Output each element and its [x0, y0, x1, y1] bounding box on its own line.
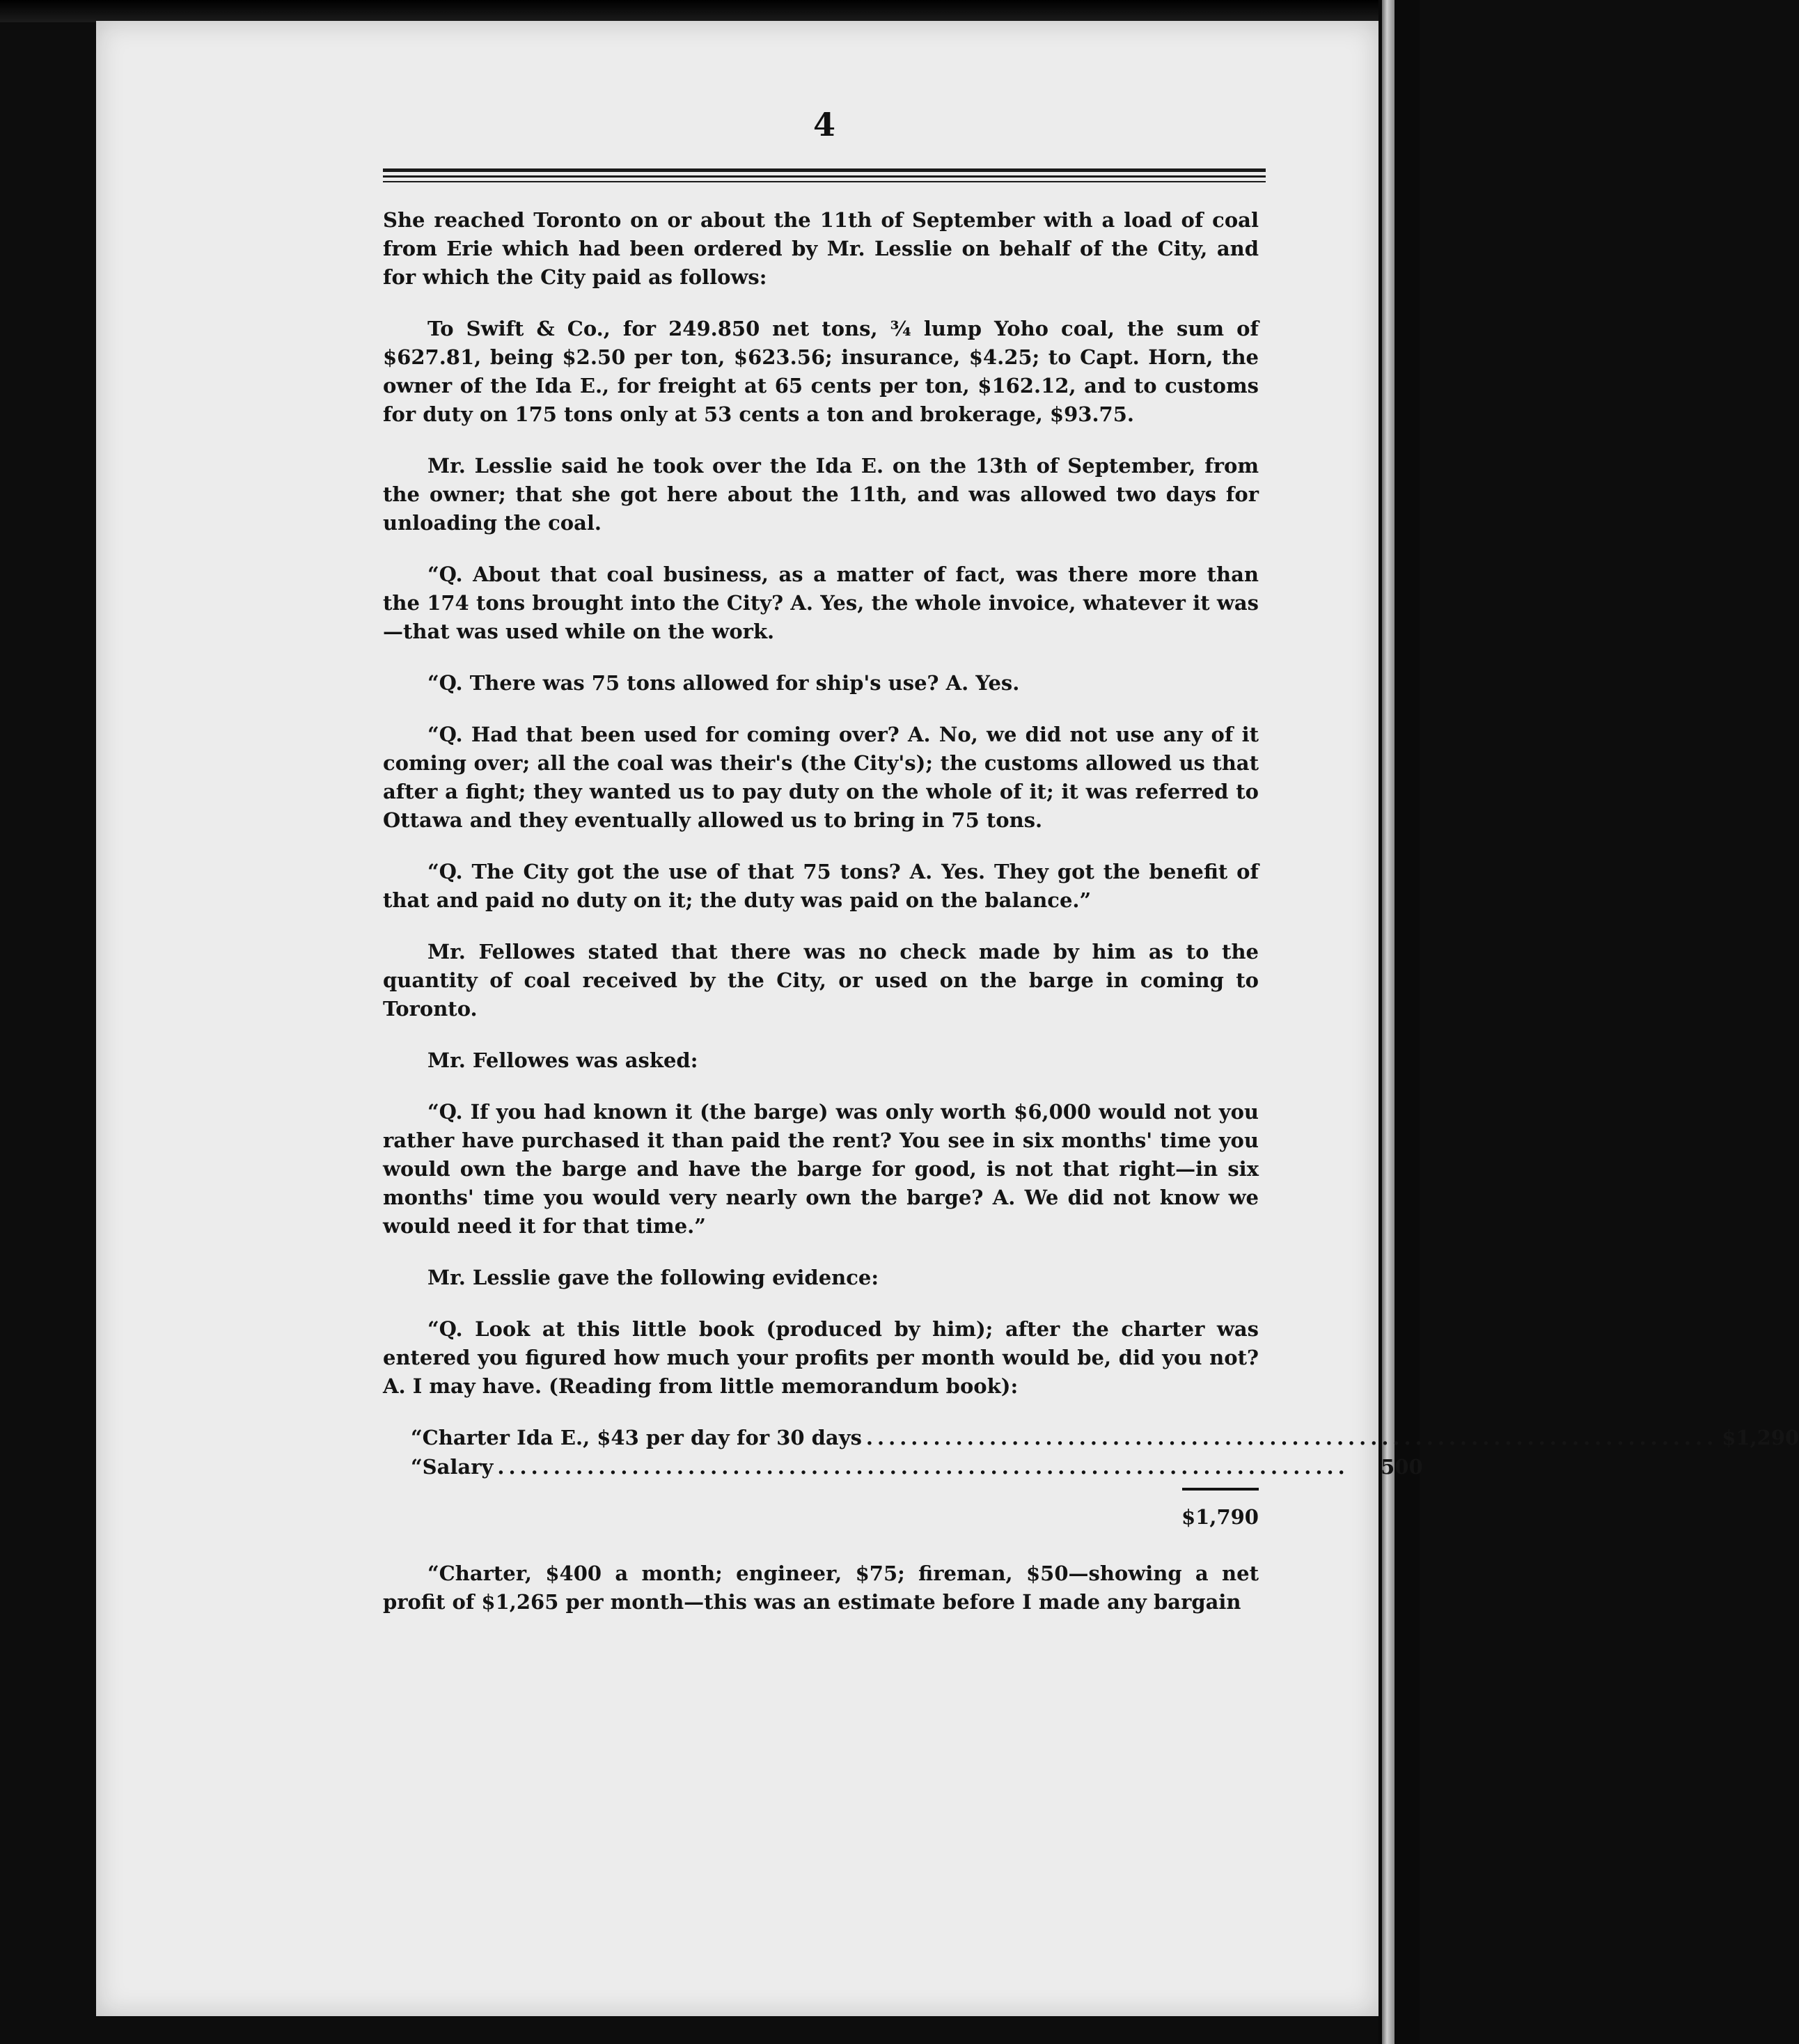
paragraph: Mr. Fellowes stated that there was no check made by him as to the quantity of coal received by the City, or used on the barge in coming to Toronto.	[383, 940, 1259, 1021]
paragraph: She reached Toronto on or about the 11th of September with a load of coal from Erie which had been ordered by Mr. Lesslie on behalf of the City, and for which the City paid as follows:	[383, 208, 1259, 289]
memorandum-ledger	[383, 1424, 1799, 1532]
ledger-leader-dots: ............................................................................	[497, 1455, 1349, 1479]
paragraph: To Swift & Co., for 249.850 net tons, ¾ lump Yoho coal, the sum of $627.81, being $2.50 per ton, $623.56; insurance, $4.25; to Capt. Horn, the owner of the Ida E., for freight at 65 cents per ton, $162.12, and to customs for duty on 175 tons only at 53 cents a ton and brokerage, $93.75.	[383, 317, 1259, 426]
paragraph: Mr. Lesslie gave the following evidence:	[427, 1266, 879, 1289]
ledger-row	[383, 1453, 1423, 1482]
paragraph: “Q. Look at this little book (produced by him); after the charter was entered you figured how much your profits per month would be, did you not? A. I may have. (Reading from little memorandum book):	[383, 1317, 1259, 1398]
paragraph: Mr. Lesslie said he took over the Ida E. on the 13th of September, from the owner; that she got here about the 11th, and was allowed two days for unloading the coal.	[383, 454, 1259, 535]
ledger-sum-rule	[1182, 1488, 1259, 1491]
paragraph: “Charter, $400 a month; engineer, $75; fireman, $50—showing a net profit of $1,265 per month—this was an estimate before I made any bargain	[383, 1562, 1259, 1614]
paragraph: Mr. Fellowes was asked:	[427, 1048, 698, 1072]
paragraph: “Q. If you had known it (the barge) was only worth $6,000 would not you rather have purchased it than paid the rent? You see in six months' time you would own the barge and have the barge for good, is not that right—in six months' time you would very nearly own the barge? A. We did not know we would need it for that time.”	[383, 1100, 1259, 1238]
body-text	[383, 206, 1799, 1640]
paragraph: “Q. There was 75 tons allowed for ship's use? A. Yes.	[427, 671, 1020, 695]
ledger-label: “Charter Ida E., $43 per day for 30 days	[411, 1426, 862, 1449]
ledger-leader-dots: ............................................................................	[865, 1426, 1718, 1449]
header-rule	[383, 168, 1266, 172]
paragraph: “Q. About that coal business, as a matter of fact, was there more than the 174 tons brought into the City? A. Yes, the whole invoice, whatever it was—that was used while on the work.	[383, 563, 1259, 643]
ledger-amount: 500	[1381, 1455, 1423, 1479]
ledger-label: “Salary	[411, 1455, 494, 1479]
ledger-row	[383, 1424, 1799, 1453]
ledger-total: $1,790	[1181, 1505, 1259, 1529]
header-rule	[383, 181, 1266, 182]
page-number: 4	[812, 106, 835, 143]
header-rule	[383, 175, 1266, 178]
scan-right-strip	[1382, 0, 1395, 2044]
paragraph: “Q. The City got the use of that 75 tons? A. Yes. They got the benefit of that and paid no duty on it; the duty was paid on the balance.”	[383, 860, 1259, 912]
ledger-amount: $1,290	[1722, 1426, 1799, 1449]
scan-top-edge	[0, 0, 1420, 22]
paragraph: “Q. Had that been used for coming over? A. No, we did not use any of it coming over; all the coal was their's (the City's); the customs allowed us that after a fight; they wanted us to pay duty on the whole of it; it was referred to Ottawa and they eventually allowed us to bring in 75 tons.	[383, 723, 1259, 832]
